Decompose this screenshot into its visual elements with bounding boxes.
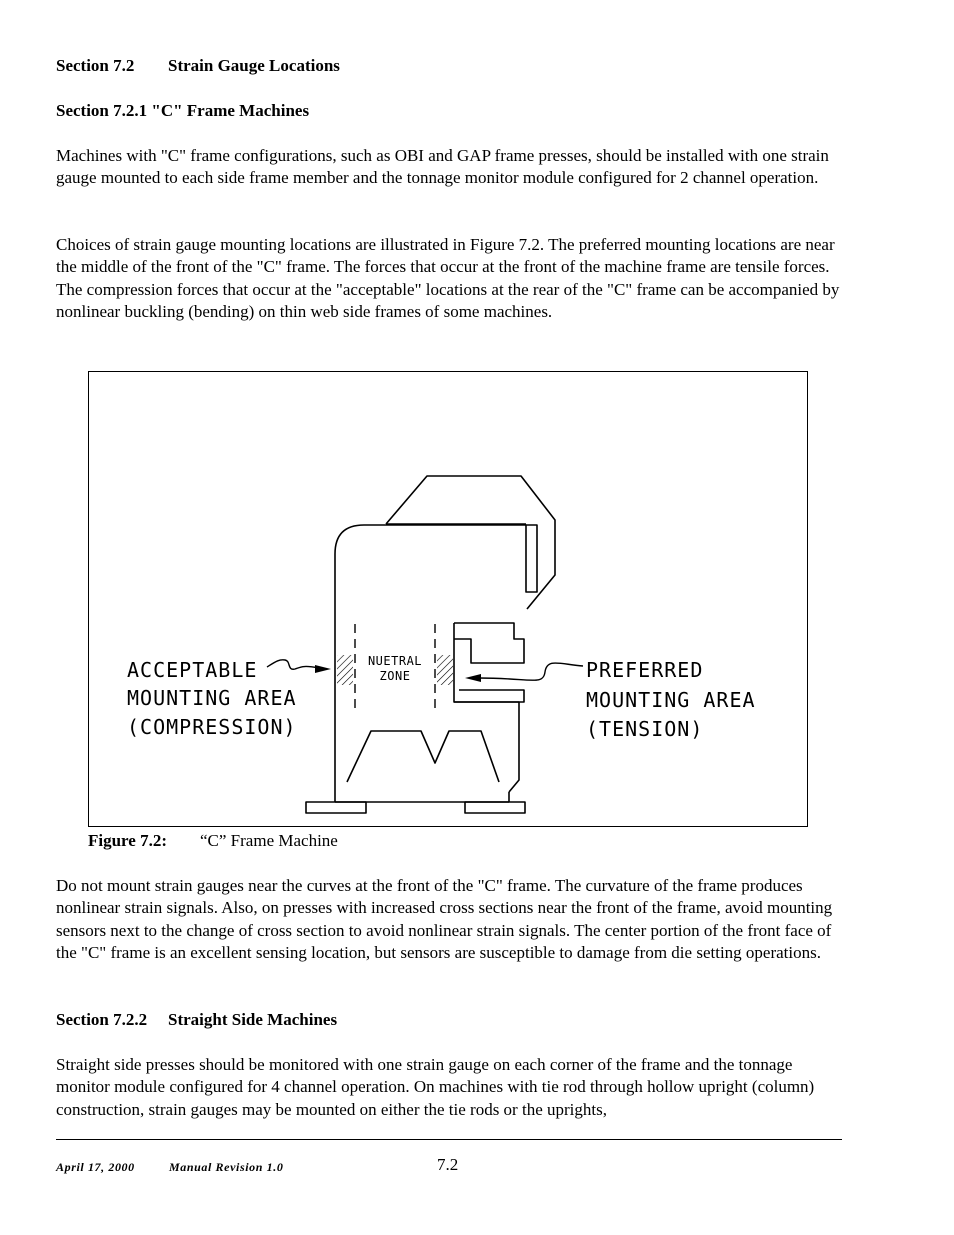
figure-caption-text: “C” Frame Machine [200,831,338,850]
center-label-line-2: ZONE [379,669,411,683]
footer-revision: Manual Revision 1.0 [169,1160,284,1174]
section-number: Section 7.2 [56,56,135,75]
left-base-plate [306,802,366,813]
section-title: Straight Side Machines [168,1010,338,1029]
right-arrowhead [465,674,481,682]
center-label-line-1: NUETRAL [367,654,423,668]
figure-c-frame-machine [88,371,808,827]
left-label-line-1: ACCEPTABLE [127,658,258,682]
footer-divider [56,1139,842,1140]
c-frame-diagram [89,372,809,828]
section-number: Section 7.2.2 [56,1010,148,1029]
section-title: Strain Gauge Locations [168,56,340,75]
crown-outline [386,476,555,609]
bed [347,731,499,782]
preferred-gauge-area [437,655,453,685]
right-label-line-2: MOUNTING AREA [586,688,756,712]
right-label-line-3: (TENSION) [586,717,704,741]
paragraph-c-frame-intro: Machines with "C" frame configurations, such as OBI and GAP frame presses, should be installed with one strain gauge mounted to each side frame member and the tonnage monitor module configured for 2 channel operation. [56,146,829,188]
left-label-line-2: MOUNTING AREA [127,686,297,710]
page-number: 7.2 [437,1155,459,1174]
paragraph-straight-side: Straight side presses should be monitored with one strain gauge on each corner of the frame and the tonnage monitor module configured for 4 channel operation. On machines with tie rod through hollow upright (column) construction, strain gauges may be mounted on either the tie rods or the uprights, [56,1055,815,1119]
acceptable-gauge-area [337,655,353,685]
figure-caption [88,830,338,852]
ram [454,623,524,663]
section-heading-7-2-2 [56,1009,337,1031]
right-label-line-1: PREFERRED [586,658,704,682]
figure-caption-label: Figure 7.2: [88,831,168,850]
paragraph-mounting-choices: Choices of strain gauge mounting locations are illustrated in Figure 7.2. The preferred mounting locations are near the middle of the front of the "C" frame. The forces that occur at the front of the machine frame are tensile forces. The compression forces that occur at the "acceptable" locations at the rear of the "C" frame can be accompanied by nonlinear buckling (bending) on thin web side frames of some machines. [56,235,840,322]
left-label-line-3: (COMPRESSION) [127,715,297,739]
section-heading-7-2-1: Section 7.2.1 "C" Frame Machines [56,101,310,120]
right-base-plate [465,802,525,813]
paragraph-curve-warning: Do not mount strain gauges near the curves at the front of the "C" frame. The curvature of the frame produces nonlinear strain signals. Also, on presses with increased cross sections near the front of the frame, avoid mounting sensors next to the change of cross section to avoid nonlinear strain signals. The center portion of the front face of the "C" frame is an excellent sensing location, but sensors are susceptible to damage from die setting operations. [56,876,833,963]
footer-date: April 17, 2000 [56,1160,135,1174]
section-heading-7-2 [56,55,340,77]
left-arrowhead [315,665,331,673]
